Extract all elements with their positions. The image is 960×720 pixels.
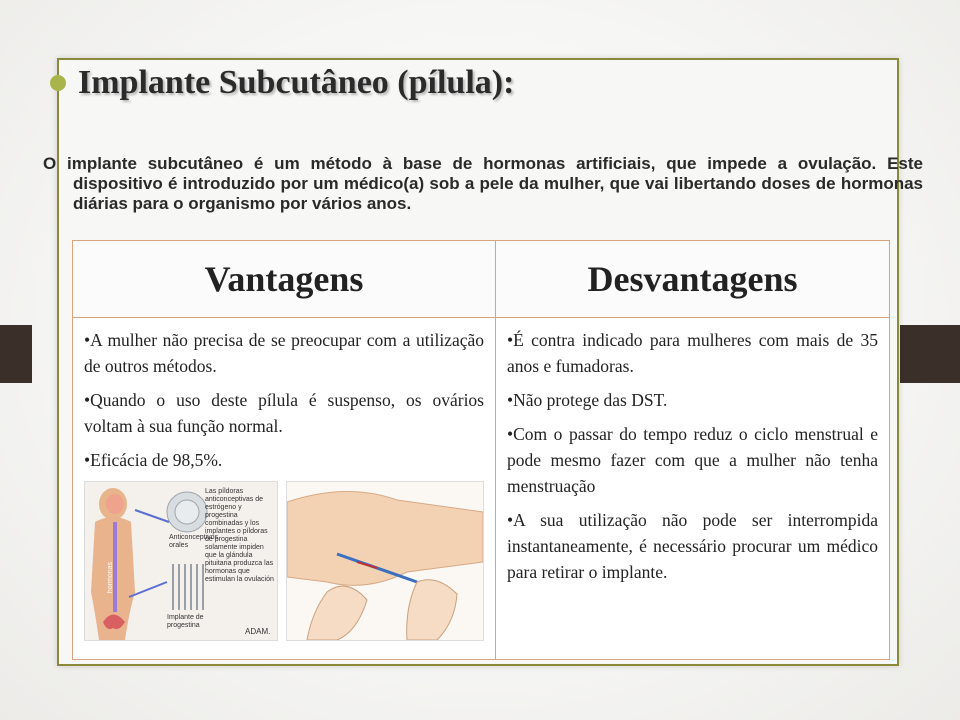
vantagem-item: •Eficácia de 98,5%. (84, 450, 223, 470)
bullet-icon (50, 75, 66, 91)
desvantagem-item: •Não protege das DST. (507, 390, 668, 410)
header-desvantagens: Desvantagens (496, 241, 890, 318)
illustration-row (84, 481, 484, 641)
header-vantagens: Vantagens (73, 241, 496, 318)
title-row (50, 64, 514, 102)
desvantagens-cell (496, 318, 890, 660)
pills-label: Anticonceptivos orales (169, 534, 219, 549)
comparison-table (72, 240, 890, 660)
right-accent-bar (900, 325, 960, 383)
slide-title: Implante Subcutâneo (pílula): (78, 64, 515, 101)
vantagem-item: •A mulher não precisa de se preocupar com a utilização de outros métodos. (84, 330, 484, 376)
anatomy-illustration (84, 481, 278, 641)
desvantagem-item: •A sua utilização não pode ser interrompida instantaneamente, é necessário procurar um médico para retirar o implante. (507, 510, 878, 582)
implant-insertion-illustration (286, 481, 484, 641)
vantagens-cell (73, 318, 496, 660)
hormones-label: hormonas (107, 562, 114, 594)
intro-paragraph: O implante subcutâneo é um método à base de hormonas artificiais, que impede a ovulação. Este dispositivo é introduzido por um médico(a) sob a pele da mulher, que vai libertando doses de hormonas diárias para o organismo por vários anos. (43, 154, 923, 213)
vantagem-item: •Quando o uso deste pílula é suspenso, os ovários voltam à sua função normal. (84, 390, 484, 436)
adam-logo: ADAM. (245, 627, 271, 636)
illustration-caption: Las píldoras anticonceptivas de estrógeno y progestina combinadas y los implantes o píldoras de progestina solamente impiden que la glándula pituitaria produzca las hormonas que estimulan la ovulación (205, 488, 274, 583)
implant-label: Implante de progestina (167, 614, 204, 629)
desvantagem-item: •Com o passar do tempo reduz o ciclo menstrual e pode mesmo fazer com que a mulher não tenha menstruação (507, 424, 878, 496)
left-accent-bar (0, 325, 32, 383)
desvantagem-item: •É contra indicado para mulheres com mais de 35 anos e fumadoras. (507, 330, 878, 376)
